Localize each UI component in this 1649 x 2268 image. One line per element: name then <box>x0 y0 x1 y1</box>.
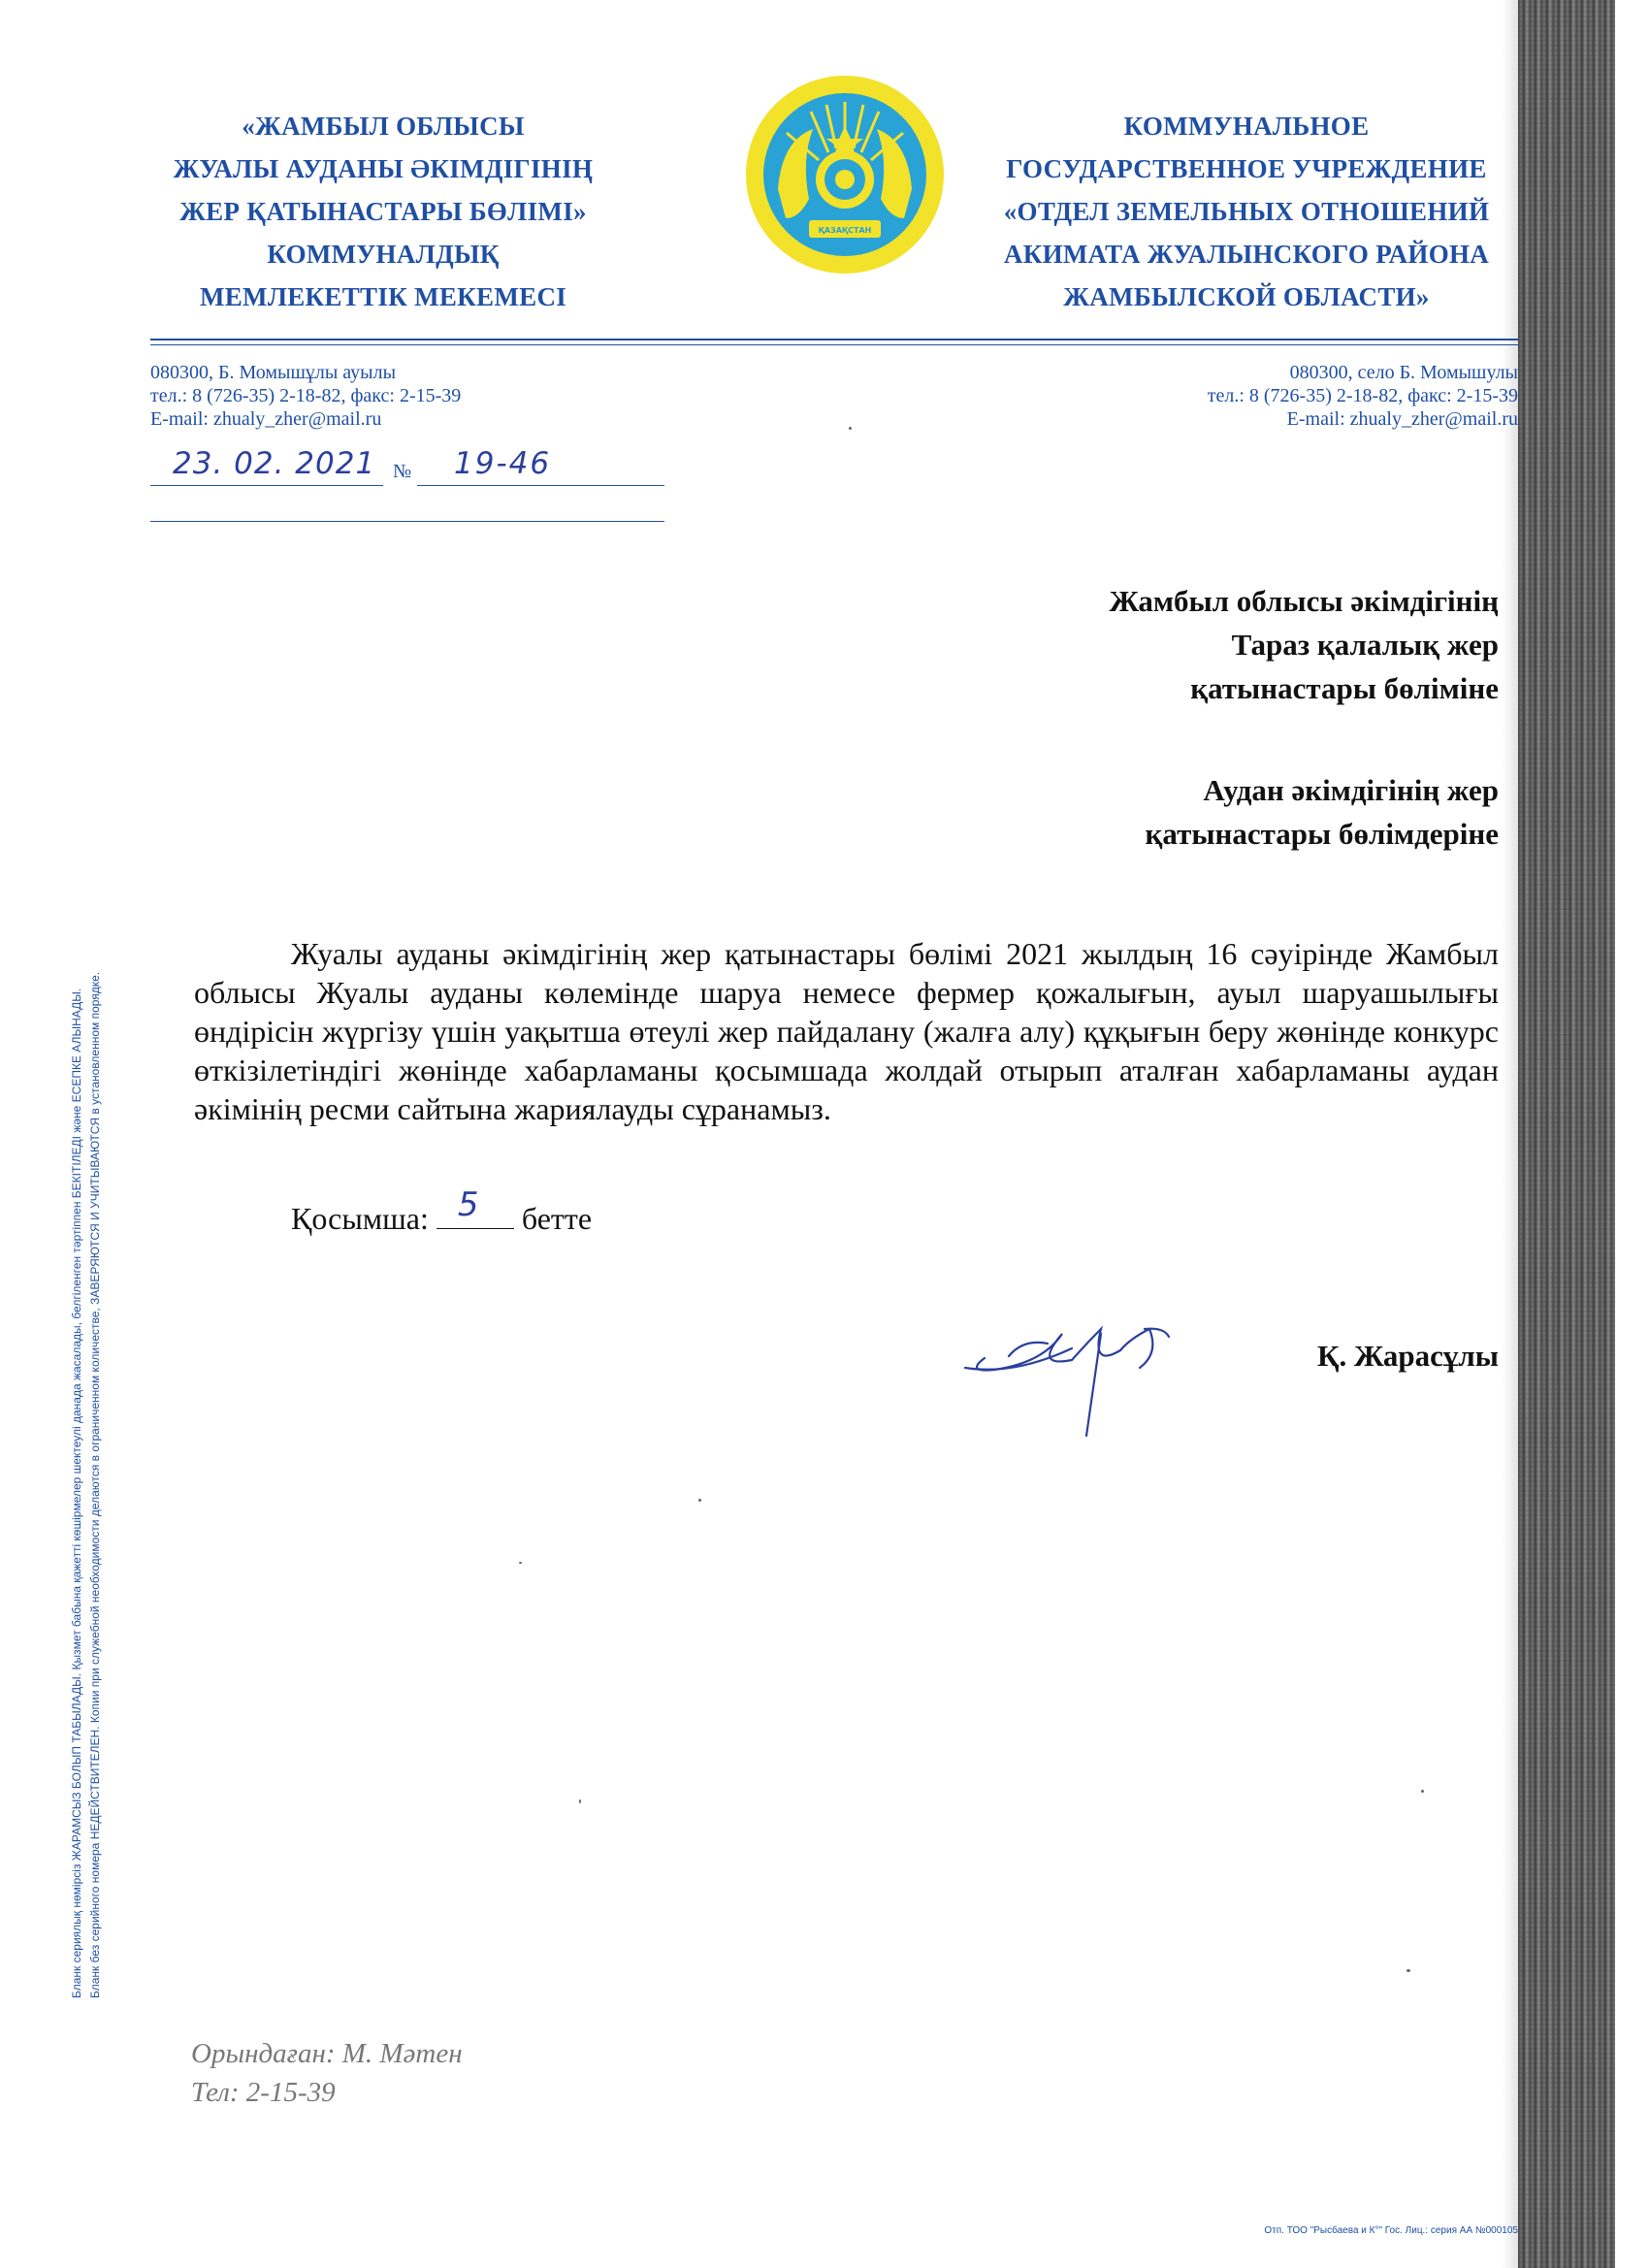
letterhead-kz-line: ЖУАЛЫ АУДАНЫ ӘКІМДІГІНІҢ <box>173 154 594 183</box>
side-note-line: Бланк без серийного номера НЕДЕЙСТВИТЕЛЕН. Копии при служебной необходимости делаются в ограниченном количестве, ЗАВЕРЯЮТСЯ И УЧИТЫВАЮТСЯ в установленном порядке. <box>88 971 102 1998</box>
letterhead-ru-line: ГОСУДАРСТВЕННОЕ УЧРЕЖДЕНИЕ <box>1006 154 1487 183</box>
letterhead-ru <box>975 105 1518 318</box>
addressee-line: Жамбыл облысы әкімдігінің <box>1109 584 1499 618</box>
side-note-line: Бланк сериялық нөмірсіз ЖАРАМСЫЗ БОЛЫП ТАБЫЛАДЫ. Қызмет бабына қажетті көшірмелер шектеулі данада жасалады, белгіленген тәртіппен БЕКІТІЛЕДІ және ЕСЕПКЕ АЛЫНАДЫ. <box>70 988 83 1998</box>
reference-number: 19-46 <box>454 446 552 481</box>
handwritten-signature <box>955 1300 1208 1445</box>
contact-address: 080300, село Б. Момышулы <box>1289 362 1518 383</box>
executor-name: Орындаған: М. Мәтен <box>191 2038 463 2069</box>
attachment-suffix: бетте <box>521 1201 593 1236</box>
addressee-line: Аудан әкімдігінің жер <box>1203 773 1499 807</box>
reference-number-label: № <box>393 461 412 482</box>
attachment-label: Қосымша: <box>291 1201 429 1236</box>
executor-info <box>191 2034 463 2112</box>
emblem-label: ҚАЗАҚСТАН <box>818 226 872 235</box>
scan-speck <box>849 427 852 430</box>
contact-email: E-mail: zhualy_zher@mail.ru <box>150 408 382 430</box>
contact-phone: тел.: 8 (726-35) 2-18-82, факс: 2-15-39 <box>1207 385 1518 406</box>
attachment-line <box>291 1185 593 1237</box>
addressee-line: қатынастары бөліміне <box>1190 671 1499 705</box>
scan-speck <box>1406 1969 1410 1972</box>
signer-name: Қ. Жарасұлы <box>1317 1339 1499 1373</box>
contact-address: 080300, Б. Момышұлы ауылы <box>150 362 397 383</box>
scan-right-margin <box>1615 0 1649 2268</box>
letterhead-ru-line: ЖАМБЫЛСКОЙ ОБЛАСТИ» <box>1063 282 1430 311</box>
state-emblem-icon <box>743 73 947 276</box>
contact-email: E-mail: zhualy_zher@mail.ru <box>1286 408 1518 430</box>
scan-speck <box>1421 1790 1424 1793</box>
contacts-kz <box>150 361 635 431</box>
reference-number-line <box>417 485 664 486</box>
executor-phone: Тел: 2-15-39 <box>191 2077 336 2108</box>
letterhead-ru-line: КОММУНАЛЬНОЕ <box>1123 112 1370 141</box>
side-security-note <box>68 972 105 1998</box>
letterhead-kz-line: КОММУНАЛДЫҚ <box>267 240 500 269</box>
contacts-ru <box>1028 361 1518 431</box>
letterhead-kz-line: МЕМЛЕКЕТТІК МЕКЕМЕСІ <box>199 282 567 311</box>
letterhead-kz-line: «ЖАМБЫЛ ОБЛЫСЫ <box>242 112 525 141</box>
contact-phone: тел.: 8 (726-35) 2-18-82, факс: 2-15-39 <box>150 385 462 406</box>
letterhead-divider <box>150 339 1518 345</box>
scan-speck <box>698 1499 701 1502</box>
scan-edge-noise <box>1518 0 1615 2268</box>
reference-second-line <box>150 521 664 522</box>
reference-date: 23. 02. 2021 <box>173 446 376 481</box>
attachment-pages: 5 <box>457 1185 479 1224</box>
reference-date-line <box>150 485 383 486</box>
attachment-pages-field <box>436 1185 514 1229</box>
scan-speck <box>519 1562 522 1564</box>
addressee-line: қатынастары бөлімдеріне <box>1145 817 1499 851</box>
addressee-line: Тараз қалалық жер <box>1231 628 1499 662</box>
letterhead-ru-line: «ОТДЕЛ ЗЕМЕЛЬНЫХ ОТНОШЕНИЙ <box>1003 197 1490 226</box>
letterhead-ru-line: АКИМАТА ЖУАЛЫНСКОГО РАЙОНА <box>1003 240 1490 269</box>
letterhead-kz <box>131 105 635 318</box>
addressee-block <box>820 579 1499 856</box>
letterhead-kz-line: ЖЕР ҚАТЫНАСТАРЫ БӨЛІМІ» <box>179 197 587 226</box>
letter-body <box>194 934 1499 1128</box>
scan-speck <box>579 1799 581 1803</box>
body-paragraph: Жуалы ауданы әкімдігінің жер қатынастары бөлімі 2021 жылдың 16 сәуірінде Жамбыл облысы Жуалы ауданы көлемінде шаруа немесе фермер қожалығын, ауыл шаруашылығы өндірісін жүргізу үшін уақытша өтеулі жер пайдалану (жалға алу) құқығын беру жөнінде конкурс өткізілетіндігі жөнінде хабарламаны қосымшада жолдай отырып аталған хабарламаны аудан әкімінің ресми сайтына жариялауды сұранамыз. <box>194 936 1499 1126</box>
printer-note: Отп. ТОО "Рысбаева и К°" Гос. Лиц.: серия АА №000105 <box>1264 2225 1518 2236</box>
